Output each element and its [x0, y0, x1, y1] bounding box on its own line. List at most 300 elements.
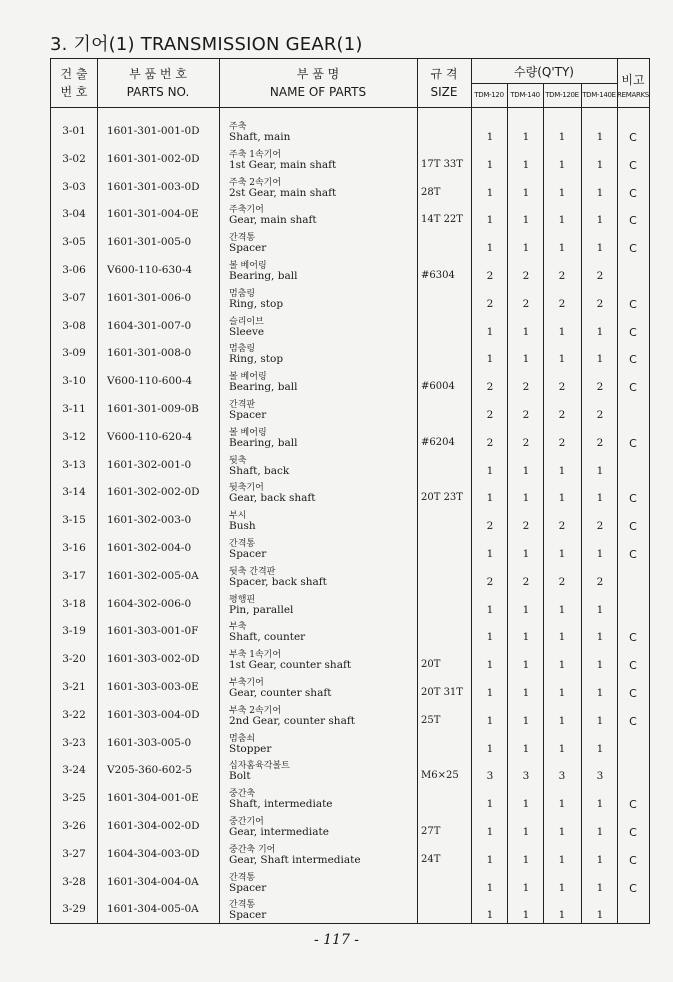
qty-2: 1 [522, 603, 530, 616]
remark: C [629, 492, 637, 506]
table-row [51, 149, 649, 177]
qty-3: 1 [558, 798, 566, 811]
qty-2: 2 [522, 575, 530, 588]
qty-4: 1 [596, 492, 604, 505]
qty-2: 1 [522, 325, 530, 338]
table-row [51, 399, 649, 427]
qty-1: 1 [486, 214, 494, 227]
qty-2: 1 [522, 687, 530, 699]
table-body [51, 107, 649, 923]
item-number: 3-04 [62, 208, 86, 221]
qty-1: 1 [486, 464, 494, 477]
part-number: 1601-303-005-0 [107, 736, 192, 749]
qty-2: 1 [522, 492, 530, 505]
part-name-en: Shaft, back [229, 464, 290, 477]
table-row [51, 121, 649, 149]
remark: C [629, 214, 637, 228]
qty-3: 2 [558, 409, 566, 421]
part-number: 1601-304-004-0A [107, 875, 199, 888]
part-name-kr: 주축 1속기어 [229, 149, 282, 160]
qty-4: 1 [596, 325, 604, 338]
qty-4: 2 [596, 575, 604, 588]
qty-2: 2 [522, 436, 530, 449]
qty-1: 1 [486, 798, 494, 811]
qty-3: 2 [558, 270, 566, 282]
part-name-en: Shaft, main [229, 131, 291, 143]
qty-4: 2 [596, 520, 604, 533]
qty-3: 1 [558, 242, 566, 255]
remark: C [629, 687, 637, 700]
qty-2: 2 [522, 270, 530, 282]
part-number: 1601-303-004-0D [107, 708, 200, 721]
qty-1: 1 [486, 548, 494, 560]
table-row [51, 594, 649, 622]
qty-2: 2 [522, 297, 530, 310]
remark: C [629, 297, 637, 311]
header-model-4: TDM-140E [582, 91, 616, 99]
part-name-kr: 간격통 [229, 872, 256, 883]
qty-2: 3 [522, 770, 530, 783]
part-size: M6×25 [421, 770, 459, 782]
qty-3: 2 [558, 297, 566, 310]
qty-2: 2 [522, 520, 530, 533]
qty-1: 1 [486, 492, 494, 505]
qty-4: 1 [596, 186, 604, 199]
part-name-kr: 중간축 기어 [229, 844, 276, 855]
qty-4: 1 [596, 131, 604, 143]
qty-4: 1 [596, 853, 604, 866]
table-row [51, 621, 649, 649]
part-name-kr: 십자홈육각볼트 [229, 761, 290, 772]
parts-table [50, 58, 650, 924]
qty-3: 1 [558, 492, 566, 505]
header-size-en: SIZE [430, 85, 458, 99]
qty-3: 1 [558, 325, 566, 338]
qty-2: 1 [522, 548, 530, 560]
qty-4: 1 [596, 603, 604, 616]
table-row [51, 538, 649, 566]
part-number: 1601-301-001-0D [107, 125, 200, 137]
qty-1: 1 [486, 186, 494, 199]
part-size: 27T [421, 826, 441, 837]
part-name-kr: 간격통 [229, 900, 256, 911]
part-number: 1601-302-005-0A [107, 569, 199, 582]
part-size: #6304 [421, 270, 455, 281]
qty-3: 1 [558, 909, 566, 922]
part-name-kr: 멈춤링 [229, 344, 256, 355]
qty-1: 1 [486, 687, 494, 699]
table-row [51, 427, 649, 455]
table-row [51, 816, 649, 844]
divider [581, 83, 582, 107]
item-number: 3-11 [62, 403, 86, 415]
table-row [51, 204, 649, 232]
table-row [51, 677, 649, 705]
item-number: 3-18 [62, 597, 86, 610]
table-row [51, 288, 649, 316]
part-name-kr: 간격통 [229, 233, 256, 244]
part-name-kr: 슬리이브 [229, 316, 264, 327]
qty-1: 1 [486, 881, 494, 894]
qty-2: 1 [522, 714, 530, 727]
part-name-kr: 뒷축 [229, 455, 247, 466]
item-number: 3-09 [62, 347, 86, 360]
qty-4: 1 [596, 158, 604, 171]
qty-2: 1 [522, 742, 530, 755]
part-number: 1601-304-002-0D [107, 820, 200, 832]
item-number: 3-16 [62, 542, 86, 554]
header-pn-kr: 부 품 번 호 [129, 67, 187, 81]
item-number: 3-14 [62, 486, 86, 499]
qty-3: 1 [558, 659, 566, 672]
item-number: 3-27 [62, 847, 86, 860]
qty-3: 1 [558, 186, 566, 199]
part-number: 1601-302-002-0D [107, 486, 200, 499]
remark: C [629, 242, 637, 256]
qty-1: 1 [486, 742, 494, 755]
item-number: 3-25 [62, 792, 86, 805]
item-number: 3-10 [62, 375, 86, 388]
part-name-en: Gear, main shaft [229, 214, 317, 227]
part-size: #6004 [421, 381, 455, 393]
part-name-kr: 볼 베어링 [229, 372, 267, 383]
qty-2: 1 [522, 798, 530, 811]
qty-2: 1 [522, 826, 530, 838]
remark: C [629, 853, 637, 867]
qty-1: 1 [486, 353, 494, 366]
qty-3: 1 [558, 548, 566, 560]
part-size: 24T [421, 853, 441, 865]
part-name-kr: 간격통 [229, 539, 256, 549]
qty-1: 2 [486, 520, 494, 533]
remark: C [629, 520, 637, 534]
part-number: 1601-302-003-0 [107, 514, 192, 527]
header-size [417, 59, 471, 107]
table-row [51, 455, 649, 483]
part-name-en: Ring, stop [229, 297, 284, 310]
qty-4: 3 [596, 770, 604, 783]
qty-1: 3 [486, 770, 494, 783]
part-name-kr: 부축기어 [229, 678, 264, 688]
qty-3: 1 [558, 826, 566, 838]
header-model-2: TDM-140 [510, 91, 540, 99]
item-number: 3-28 [62, 875, 86, 888]
qty-3: 1 [558, 687, 566, 699]
part-name-kr: 볼 베어링 [229, 261, 267, 271]
divider [543, 83, 544, 107]
qty-3: 2 [558, 520, 566, 533]
table-row [51, 649, 649, 677]
qty-4: 2 [596, 436, 604, 449]
header-pn-en: PARTS NO. [126, 85, 190, 99]
qty-1: 1 [486, 826, 494, 838]
qty-3: 2 [558, 436, 566, 449]
qty-1: 2 [486, 297, 494, 310]
part-name-kr: 부축 [229, 622, 247, 633]
part-name-en: Spacer [229, 909, 267, 922]
part-name-en: Spacer [229, 548, 267, 560]
table-row [51, 177, 649, 205]
item-number: 3-24 [62, 764, 86, 777]
item-number: 3-15 [62, 514, 86, 527]
table-row [51, 872, 649, 900]
page-number: - 117 - [313, 932, 360, 948]
part-name-en: Spacer [229, 881, 267, 894]
part-name-en: 1st Gear, main shaft [229, 158, 337, 171]
qty-3: 1 [558, 881, 566, 894]
remark: C [629, 186, 637, 200]
table-header [51, 59, 649, 108]
qty-2: 1 [522, 214, 530, 227]
page-title: 3. 기어(1) TRANSMISSION GEAR(1) [50, 34, 363, 55]
item-number: 3-12 [62, 430, 86, 443]
qty-1: 1 [486, 158, 494, 171]
qty-1: 1 [486, 131, 494, 143]
part-name-en: Stopper [229, 742, 272, 755]
qty-2: 1 [522, 353, 530, 366]
qty-2: 2 [522, 409, 530, 421]
part-size: 28T [421, 186, 441, 198]
item-number: 3-05 [62, 236, 86, 249]
part-number: 1601-304-005-0A [107, 903, 199, 916]
part-name-en: Spacer [229, 409, 267, 421]
part-name-en: Gear, Shaft intermediate [229, 853, 361, 866]
part-name-en: 1st Gear, counter shaft [229, 659, 352, 672]
part-number: V205-360-602-5 [107, 764, 193, 777]
table-row [51, 510, 649, 538]
qty-4: 1 [596, 909, 604, 922]
part-name-kr: 뒷축 간격판 [229, 566, 276, 577]
item-number: 3-01 [62, 125, 86, 137]
header-no-kr: 건 출 [60, 67, 88, 81]
qty-3: 1 [558, 853, 566, 866]
part-number: 1601-303-001-0F [107, 625, 199, 638]
qty-3: 1 [558, 603, 566, 616]
qty-4: 1 [596, 798, 604, 811]
part-name-kr: 평행핀 [229, 594, 256, 605]
part-name-en: Gear, counter shaft [229, 687, 332, 699]
table-row [51, 371, 649, 399]
remark: C [629, 381, 637, 395]
qty-1: 2 [486, 575, 494, 588]
item-number: 3-19 [62, 625, 86, 638]
part-number: 1601-303-002-0D [107, 653, 200, 666]
part-size: 20T 31T [421, 687, 463, 698]
qty-2: 1 [522, 242, 530, 255]
qty-2: 1 [522, 659, 530, 672]
item-number: 3-26 [62, 820, 86, 832]
part-number: 1604-302-006-0 [107, 597, 192, 610]
table-row [51, 232, 649, 260]
part-size: 14T 22T [421, 214, 463, 226]
part-number: 1601-301-006-0 [107, 291, 192, 304]
header-size-kr: 규 격 [430, 67, 458, 81]
qty-4: 1 [596, 548, 604, 560]
part-name-en: Bush [229, 520, 256, 533]
part-number: 1604-304-003-0D [107, 847, 200, 860]
qty-4: 2 [596, 297, 604, 310]
qty-1: 2 [486, 270, 494, 282]
item-number: 3-29 [62, 903, 86, 916]
qty-4: 2 [596, 381, 604, 394]
part-name-en: Bearing, ball [229, 381, 298, 394]
qty-4: 1 [596, 687, 604, 699]
item-number: 3-20 [62, 653, 86, 666]
qty-2: 1 [522, 853, 530, 866]
item-number: 3-13 [62, 458, 86, 471]
item-number: 3-03 [62, 180, 86, 193]
part-name-kr: 볼 베어링 [229, 427, 267, 438]
table-row [51, 260, 649, 288]
qty-1: 1 [486, 714, 494, 727]
part-size: 20T [421, 659, 441, 671]
qty-3: 1 [558, 464, 566, 477]
item-number: 3-17 [62, 569, 86, 582]
part-size: 20T 23T [421, 492, 463, 504]
qty-4: 1 [596, 631, 604, 644]
part-name-en: Spacer [229, 242, 267, 255]
part-number: 1601-301-005-0 [107, 236, 192, 249]
qty-4: 1 [596, 214, 604, 227]
qty-4: 1 [596, 881, 604, 894]
qty-1: 2 [486, 381, 494, 394]
qty-4: 1 [596, 242, 604, 255]
remark: C [629, 714, 637, 728]
qty-3: 2 [558, 575, 566, 588]
qty-1: 1 [486, 603, 494, 616]
header-qty: 수량(Q'TY) [471, 59, 617, 84]
header-model-3: TDM-120E [545, 91, 579, 99]
table-row [51, 343, 649, 371]
remark: C [629, 881, 637, 895]
part-name-kr: 중간기어 [229, 817, 264, 827]
table-row [51, 482, 649, 510]
item-number: 3-07 [62, 291, 86, 304]
part-name-en: 2st Gear, main shaft [229, 186, 337, 199]
table-row [51, 705, 649, 733]
table-row [51, 760, 649, 788]
qty-3: 1 [558, 214, 566, 227]
part-number: 1601-301-004-0E [107, 208, 199, 221]
part-name-kr: 부시 [229, 511, 247, 522]
header-remarks-kr: 비고 [621, 73, 645, 87]
part-name-kr: 뒷축기어 [229, 483, 264, 494]
qty-1: 1 [486, 659, 494, 672]
item-number: 3-08 [62, 319, 86, 332]
part-name-en: Pin, parallel [229, 603, 294, 616]
table-row [51, 899, 649, 927]
qty-1: 1 [486, 242, 494, 255]
part-number: 1601-301-008-0 [107, 347, 192, 360]
part-number: V600-110-620-4 [107, 430, 193, 443]
part-name-en: Gear, intermediate [229, 826, 329, 838]
table-row [51, 733, 649, 761]
part-name-kr: 간격판 [229, 400, 256, 410]
table-row [51, 316, 649, 344]
divider [507, 83, 508, 107]
qty-1: 1 [486, 853, 494, 866]
item-number: 3-06 [62, 264, 86, 276]
part-number: 1604-301-007-0 [107, 319, 192, 332]
header-model-1: TDM-120 [474, 91, 504, 99]
qty-4: 1 [596, 353, 604, 366]
remark: C [629, 548, 637, 561]
qty-2: 1 [522, 158, 530, 171]
remark: C [629, 353, 637, 367]
header-parts-no [97, 59, 219, 107]
qty-4: 2 [596, 270, 604, 282]
part-name-kr: 부축 1속기어 [229, 650, 282, 661]
part-name-en: Sleeve [229, 325, 265, 338]
qty-3: 1 [558, 714, 566, 727]
part-number: 1601-303-003-0E [107, 681, 199, 693]
part-name-kr: 주축기어 [229, 205, 264, 216]
qty-2: 1 [522, 631, 530, 644]
qty-4: 1 [596, 659, 604, 672]
part-name-kr: 주축 2속기어 [229, 177, 282, 188]
part-name-en: Ring, stop [229, 353, 284, 366]
part-name-kr: 멈춤쇠 [229, 733, 256, 744]
part-number: 1601-301-003-0D [107, 180, 200, 193]
qty-3: 1 [558, 631, 566, 644]
part-name-en: Bearing, ball [229, 436, 298, 449]
part-number: 1601-301-002-0D [107, 152, 200, 165]
table-row [51, 844, 649, 872]
remark: C [629, 325, 637, 339]
part-name-kr: 주축 [229, 122, 247, 132]
header-no [51, 59, 97, 107]
table-row [51, 566, 649, 594]
remark: C [629, 798, 637, 812]
qty-3: 1 [558, 158, 566, 171]
part-size: 17T 33T [421, 158, 463, 170]
qty-2: 1 [522, 909, 530, 922]
remark: C [629, 631, 637, 645]
qty-3: 1 [558, 742, 566, 755]
item-number: 3-02 [62, 152, 86, 165]
qty-1: 2 [486, 436, 494, 449]
part-name-en: Bolt [229, 770, 251, 783]
remark: C [629, 826, 637, 839]
item-number: 3-22 [62, 708, 86, 721]
part-size: #6204 [421, 436, 455, 448]
item-number: 3-21 [62, 681, 86, 693]
item-number: 3-23 [62, 736, 86, 749]
qty-3: 3 [558, 770, 566, 783]
header-remarks-en: REMARKS [617, 91, 649, 99]
remark: C [629, 158, 637, 172]
qty-1: 1 [486, 631, 494, 644]
header-name-kr: 부 품 명 [296, 67, 340, 81]
qty-3: 2 [558, 381, 566, 394]
table-row [51, 788, 649, 816]
qty-4: 1 [596, 464, 604, 477]
header-no-kr2: 번 호 [60, 85, 88, 99]
part-number: 1601-302-001-0 [107, 458, 192, 471]
qty-1: 2 [486, 409, 494, 421]
remark: C [629, 131, 637, 144]
part-number: 1601-302-004-0 [107, 542, 192, 554]
part-name-en: Bearing, ball [229, 270, 298, 282]
part-number: 1601-301-009-0B [107, 403, 199, 415]
qty-3: 1 [558, 353, 566, 366]
qty-1: 1 [486, 909, 494, 922]
qty-4: 1 [596, 742, 604, 755]
part-number: V600-110-600-4 [107, 375, 193, 388]
qty-2: 2 [522, 381, 530, 394]
part-name-kr: 중간축 [229, 789, 256, 800]
qty-3: 1 [558, 131, 566, 143]
